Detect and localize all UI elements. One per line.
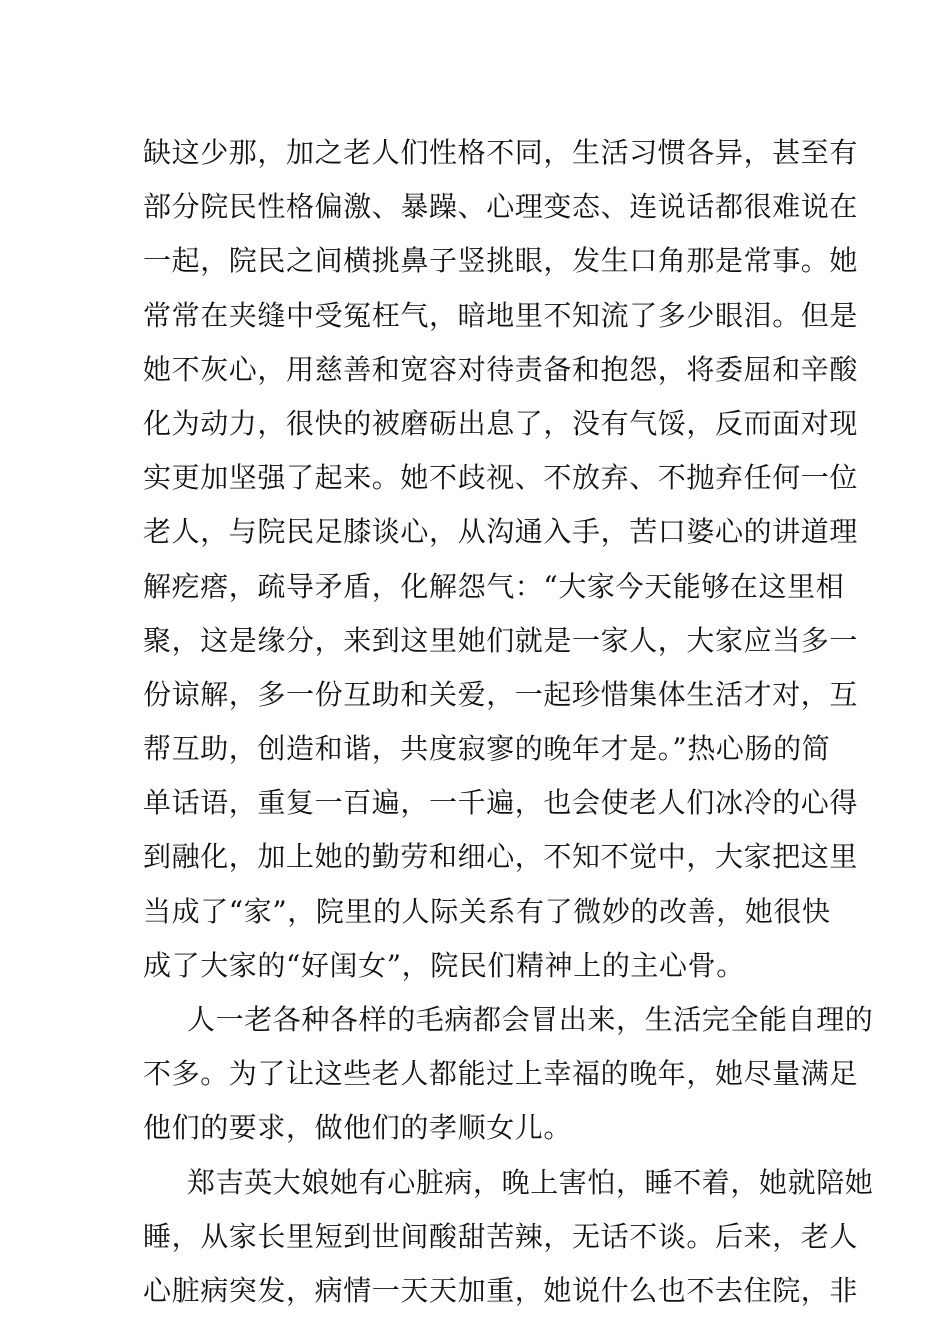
text-line: 当成了“家”，院里的人际关系有了微妙的改善，她很快 <box>143 894 831 928</box>
text-line: 睡，从家长里短到世间酸甜苦辣，无话不谈。后来，老人 <box>143 1219 859 1253</box>
text-line: 份谅解，多一份互助和关爱，一起珍惜集体生活才对，互 <box>143 677 859 711</box>
text-line: 他们的要求，做他们的孝顺女儿。 <box>143 1111 573 1145</box>
text-line: 她不灰心，用慈善和宽容对待责备和抱怨，将委屈和辛酸 <box>143 352 859 386</box>
paragraph-first-line: 人一老各种各样的毛病都会冒出来，生活完全能自理的 <box>187 1003 874 1036</box>
text-line: 部分院民性格偏激、暴躁、心理变态、连说话都很难说在 <box>143 190 859 224</box>
text-line: 实更加坚强了起来。她不歧视、不放弃、不抛弃任何一位 <box>143 461 859 495</box>
text-line: 心脏病突发，病情一天天加重，她说什么也不去住院，非 <box>143 1273 859 1307</box>
text-line: 到融化，加上她的勤劳和细心，不知不觉中，大家把这里 <box>143 840 859 874</box>
text-line: 聚，这是缘分，来到这里她们就是一家人，大家应当多一 <box>143 623 859 657</box>
text-line: 单话语，重复一百遍，一千遍，也会使老人们冰冷的心得 <box>143 786 859 820</box>
body-text <box>143 126 874 1318</box>
text-line: 化为动力，很快的被磨砺出息了，没有气馁，反而面对现 <box>143 406 859 440</box>
text-line: 帮互助，创造和谐，共度寂寥的晚年才是。”热心肠的简 <box>143 732 831 766</box>
text-line: 成了大家的“好闺女”，院民们精神上的主心骨。 <box>143 948 745 982</box>
text-line: 缺这少那，加之老人们性格不同，生活习惯各异，甚至有 <box>143 136 859 169</box>
text-line: 老人，与院民足膝谈心，从沟通入手，苦口婆心的讲道理 <box>143 515 859 549</box>
text-line: 不多。为了让这些老人都能过上幸福的晚年，她尽量满足 <box>143 1057 859 1091</box>
text-line: 一起，院民之间横挑鼻子竖挑眼，发生口角那是常事。她 <box>143 244 859 278</box>
text-line: 解疙瘩，疏导矛盾，化解怨气：“大家今天能够在这里相 <box>143 569 845 603</box>
paragraph-first-line: 郑吉英大娘她有心脏病，晚上害怕，睡不着，她就陪她 <box>187 1165 874 1199</box>
text-line: 常常在夹缝中受冤枉气，暗地里不知流了多少眼泪。但是 <box>143 298 859 332</box>
